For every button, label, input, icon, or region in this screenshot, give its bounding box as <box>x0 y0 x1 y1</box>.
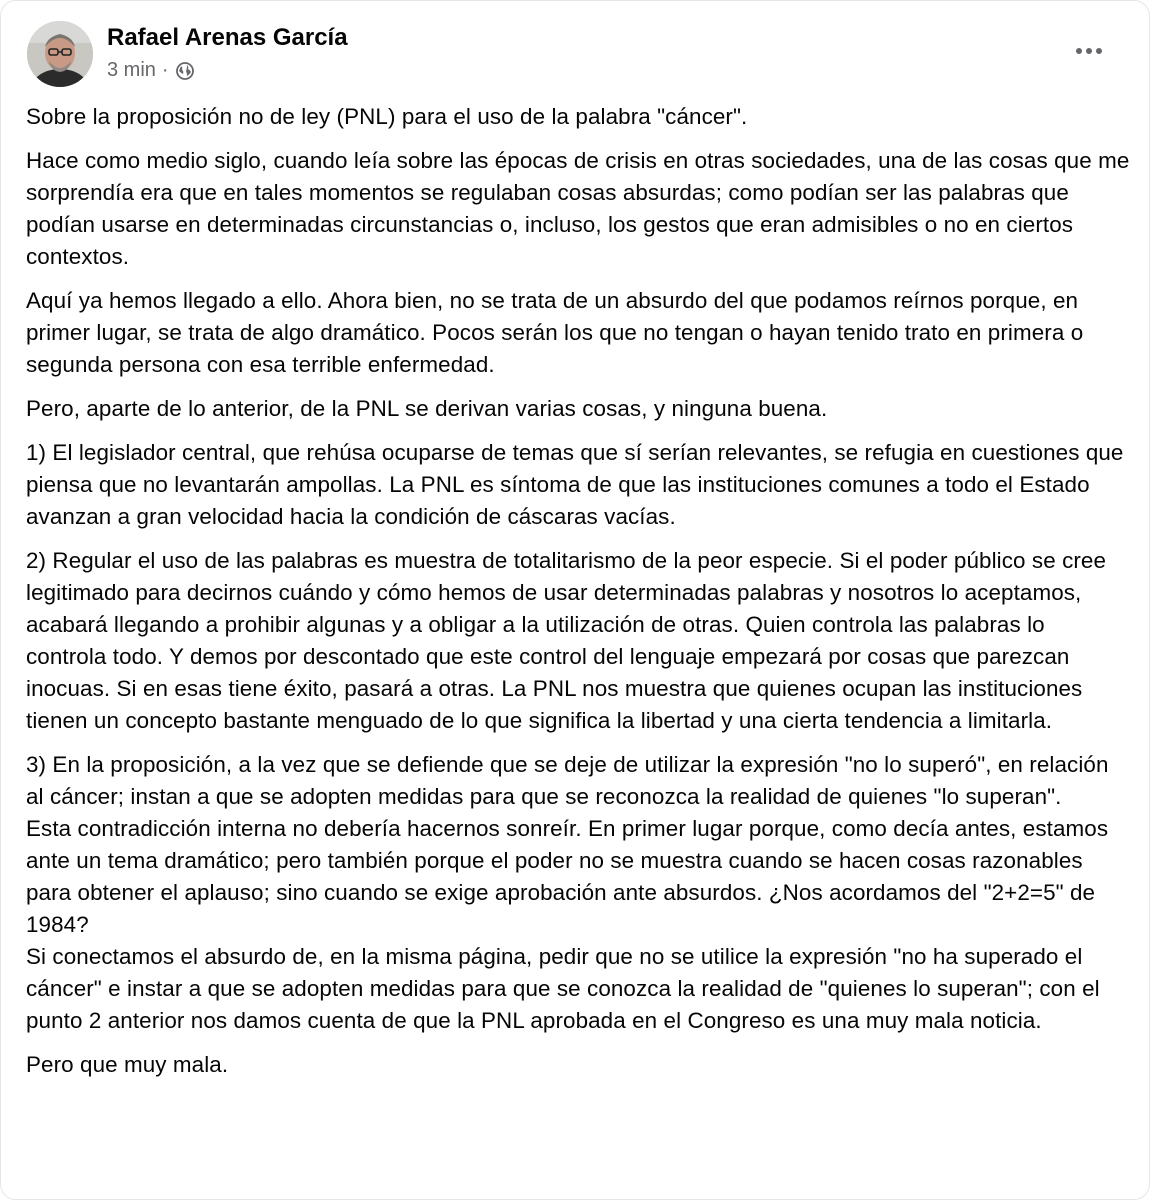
post-header <box>27 19 1123 89</box>
more-dot <box>1096 48 1102 54</box>
post-body <box>26 101 1131 1093</box>
post-meta <box>107 59 195 82</box>
post-paragraph: Hace como medio siglo, cuando leía sobre las épocas de crisis en otras sociedades, una de las cosas que me sorprendía era que en tales momentos se regulaban cosas absurdas; como podían ser las palabras que podían usarse en determinadas circunstancias o, incluso, los gestos que eran admisibles o no en ciertos contextos. <box>26 148 1130 269</box>
author-name[interactable]: Rafael Arenas García <box>107 24 348 51</box>
post-paragraph: 1) El legislador central, que rehúsa ocuparse de temas que sí serían relevantes, se refugia en cuestiones que piensa que no levantarán ampollas. La PNL es síntoma de que las instituciones comunes a todo el Estado avanzan a gran velocidad hacia la condición de cáscaras vacías. <box>26 440 1124 529</box>
post-paragraph: Aquí ya hemos llegado a ello. Ahora bien, no se trata de un absurdo del que podamos reírnos porque, en primer lugar, se trata de algo dramático. Pocos serán los que no tengan o hayan tenido trato en primera o segunda persona con esa terrible enfermedad. <box>26 288 1084 377</box>
more-horizontal-icon <box>1076 48 1082 54</box>
post-timestamp[interactable]: 3 min <box>107 59 156 81</box>
globe-icon[interactable] <box>175 61 195 81</box>
meta-separator: · <box>161 59 169 81</box>
post-paragraph: Esta contradicción interna no debería hacernos sonreír. En primer lugar porque, como decía antes, estamos ante un tema dramático; pero también porque el poder no se muestra cuando se hacen cosas razonables para obtener el aplauso; sino cuando se exige aprobación ante absurdos. ¿Nos acordamos del "2+2=5" de 1984? <box>26 816 1109 937</box>
post-paragraph: 2) Regular el uso de las palabras es muestra de totalitarismo de la peor especie. Si el poder público se cree legitimado para decirnos cuándo y cómo hemos de usar determinadas palabras y nosotros lo aceptamos, acabará llegando a prohibir algunas y a obligar a la utilización de otras. Quien controla las palabras lo controla todo. Y demos por descontado que este control del lenguaje empezará por cosas que parezcan inocuas. Si en esas tiene éxito, pasará a otras. La PNL nos muestra que quienes ocupan las instituciones tienen un concepto bastante menguado de lo que significa la libertad y una cierta tendencia a limitarla. <box>26 548 1107 733</box>
post-paragraph: Si conectamos el absurdo de, en la misma página, pedir que no se utilice la expresión "no ha superado el cáncer" e instar a que se adopten medidas para que se conozca la realidad de "quienes lo superan"; con el punto 2 anterior nos damos cuenta de que la PNL aprobada en el Congreso es una muy mala noticia. <box>26 944 1100 1033</box>
post-paragraph: Pero, aparte de lo anterior, de la PNL se derivan varias cosas, y ninguna buena. <box>26 396 828 421</box>
post-paragraph: Sobre la proposición no de ley (PNL) para el uso de la palabra "cáncer". <box>26 104 748 129</box>
more-dot <box>1086 48 1092 54</box>
avatar-photo <box>27 21 93 87</box>
more-options-button[interactable] <box>1069 37 1109 65</box>
post-paragraph: 3) En la proposición, a la vez que se defiende que se deje de utilizar la expresión "no lo superó", en relación al cáncer; instan a que se adopten medidas para que se reconozca la realidad de quienes "lo superan". <box>26 752 1109 809</box>
avatar[interactable] <box>27 21 93 87</box>
post-paragraph: Pero que muy mala. <box>26 1052 229 1077</box>
